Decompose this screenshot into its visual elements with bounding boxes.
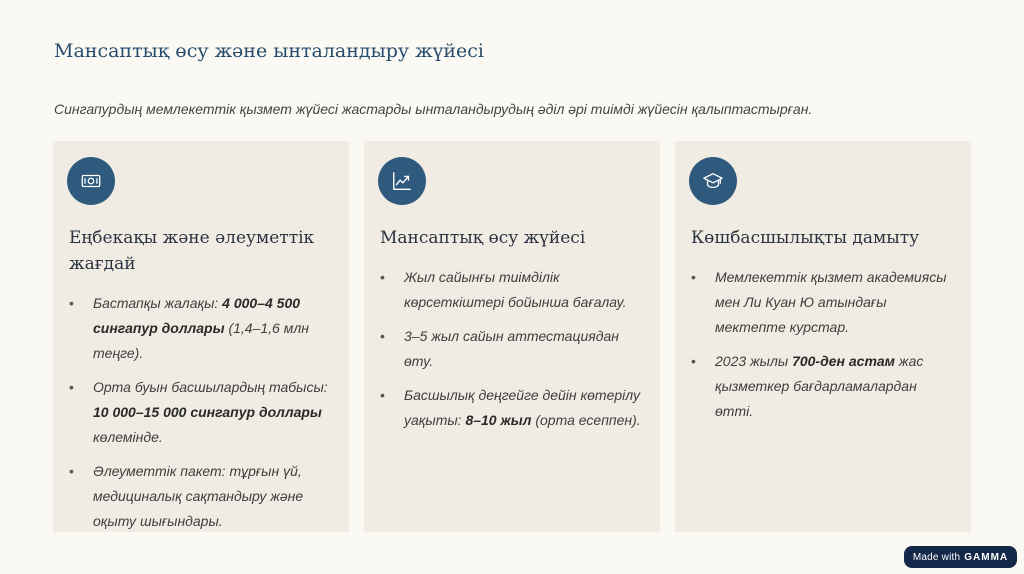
list-item: • Мемлекеттік қызмет академиясы мен Ли Куан Ю атындағы мектепте курстар. (689, 265, 957, 340)
list-item: • Бастапқы жалақы: 4 000–4 500 сингапур доллары (1,4–1,6 млн теңге). (67, 291, 335, 366)
list-item: • 3–5 жыл сайын аттестациядан өту. (378, 324, 646, 374)
bullet-list (67, 291, 335, 534)
card-title: Еңбекақы және әлеуметтік жағдай (69, 228, 315, 274)
card-leadership (675, 141, 971, 532)
bullet-list (378, 265, 646, 433)
card-title: Көшбасшылықты дамыту (691, 228, 920, 248)
chart-line-icon (378, 157, 426, 205)
badge-prefix: Made with (912, 551, 961, 563)
card-title: Мансаптық өсу жүйесі (380, 228, 586, 248)
page-subtitle: Сингапурдың мемлекеттік қызмет жүйесі жастарды ынталандырудың әділ әрі тиімді жүйесін қалыптастырған. (54, 101, 813, 117)
list-item: • Орта буын басшылардың табысы: 10 000–15 000 сингапур доллары көлемінде. (67, 375, 335, 450)
graduation-cap-icon (689, 157, 737, 205)
list-item: • Әлеуметтік пакет: тұрғын үй, медициналық сақтандыру және оқыту шығындары. (67, 459, 335, 534)
made-with-gamma-badge[interactable] (904, 546, 1017, 568)
card-career (364, 141, 660, 532)
gamma-logo: GAMMA (964, 551, 1009, 563)
bullet-list (689, 265, 957, 424)
list-item: • Жыл сайынғы тиімділік көрсеткіштері бойынша бағалау. (378, 265, 646, 315)
page-title: Мансаптық өсу және ынталандыру жүйесі (54, 40, 484, 62)
card-salary (53, 141, 349, 532)
list-item: • 2023 жылы 700-ден астам жас қызметкер бағдарламалардан өтті. (689, 349, 957, 424)
list-item: • Басшылық деңгейге дейін көтерілу уақыты: 8–10 жыл (орта есеппен). (378, 383, 646, 433)
money-icon (67, 157, 115, 205)
